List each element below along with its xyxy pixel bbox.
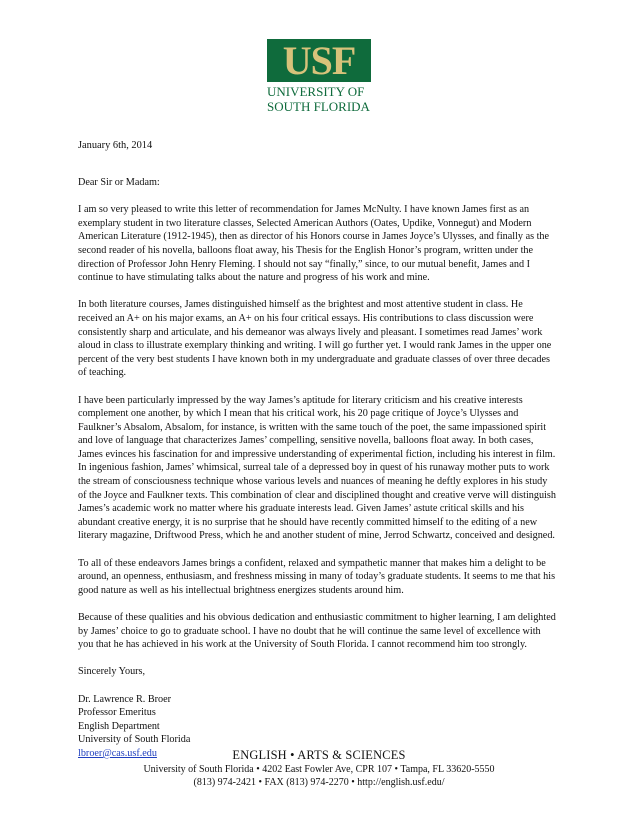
paragraph-5: Because of these qualities and his obvious dedication and enthusiastic commitment to higher learning, I am delighted by James’ choice to go to graduate school. I have no doubt that he will continue the same level of excellence with you that he has achieved in his work at the University of South Florida. I cannot recommend him too strongly. xyxy=(78,612,556,651)
closing: Sincerely Yours, xyxy=(78,666,146,678)
salutation: Dear Sir or Madam: xyxy=(78,177,160,188)
letter-date: January 6th, 2014 xyxy=(78,140,153,151)
logo-university-of: UNIVERSITY OF xyxy=(267,84,365,99)
footer-address: University of South Florida • 4202 East Fowler Ave, CPR 107 • Tampa, FL 33620-5550 xyxy=(143,764,495,775)
signer-institution: University of South Florida xyxy=(78,734,191,746)
letterhead-footer xyxy=(0,747,638,789)
usf-logo-mark: USF xyxy=(267,39,371,82)
footer-contact: (813) 974-2421 • FAX (813) 974-2270 • http://english.usf.edu/ xyxy=(193,777,445,788)
signer-email-link[interactable]: lbroer@cas.usf.edu xyxy=(78,747,157,759)
footer-title: ENGLISH • ARTS & SCIENCES xyxy=(232,748,406,762)
signer-department: English Department xyxy=(78,720,160,732)
paragraph-1: I am so very pleased to write this letter of recommendation for James McNulty. I have known James first as an exemplary student in two literature classes, Selected American Authors (Oates, Updike, Vonnegut) and Modern American Literature (1912-1945), then as director of his Honors course in James Joyce’s Ulysses, and finally as the second reader of his novella, balloons float away, his Thesis for the English Honor’s program, written under the direction of Professor John Henry Fleming. I should not say “finally,” since, to our mutual benefit, James and I continue to have stimulating talks about the nature and progress of his work and mine. xyxy=(78,204,550,284)
signer-title: Professor Emeritus xyxy=(78,707,156,719)
usf-logo xyxy=(267,39,375,114)
paragraph-3: I have been particularly impressed by the way James’s aptitude for literary criticism and his creative interests complement one another, by which I mean that his critical work, his 20 page critique of Joyce’s Ulysses and Faulkner’s Absalom, Absalom, for instance, is written with the same touch of the poet, the same impassioned spirit and love of language that characterizes James’ compelling, sensitive novella, balloons float away. In both cases, James evinces his fascination for and impressive understanding of experimental fiction, including his interest in film. In ingenious fashion, James’ whimsical, surreal tale of a depressed boy in quest of his runaway mother puts to work the stream of consciousness technique whose various levels and nuances of meaning he deftly explores in his study of the Joyce and Faulkner texts. This combination of clear and disciplined thought and creative verve will distinguish James’s academic work no matter where his graduate interests lead. Given James’ astute critical skills and his abundant creative energy, it is no surprise that he should have recently committed himself to the editing of a new literary magazine, Driftwood Press, which he and another student of mine, Jerrod Schwartz, conceived and designed. xyxy=(78,394,556,542)
letter-body xyxy=(78,176,556,761)
paragraph-2: In both literature courses, James distinguished himself as the brightest and most attentive student in class. He received an A+ on his major exams, an A+ on his four critical essays. His contributions to class discussion were consistently sharp and articulate, and his demeanor was always lively and pleasant. I sometimes read James’ work aloud in class to illustrate exemplary thinking and writing. I will go further yet. I would rank James in the upper one percent of the very best students I have known both in my undergraduate and graduate classes of over three decades of teaching. xyxy=(78,299,552,379)
paragraph-4: To all of these endeavors James brings a confident, relaxed and sympathetic manner that makes him a delight to be around, an openness, enthusiasm, and freshness missing in many of today’s graduate students. It seems to me that his good nature as well as his intellectual brightness energizes students around him. xyxy=(78,557,556,596)
signer-name: Dr. Lawrence R. Broer xyxy=(78,693,172,705)
logo-south-florida: SOUTH FLORIDA xyxy=(267,99,370,114)
